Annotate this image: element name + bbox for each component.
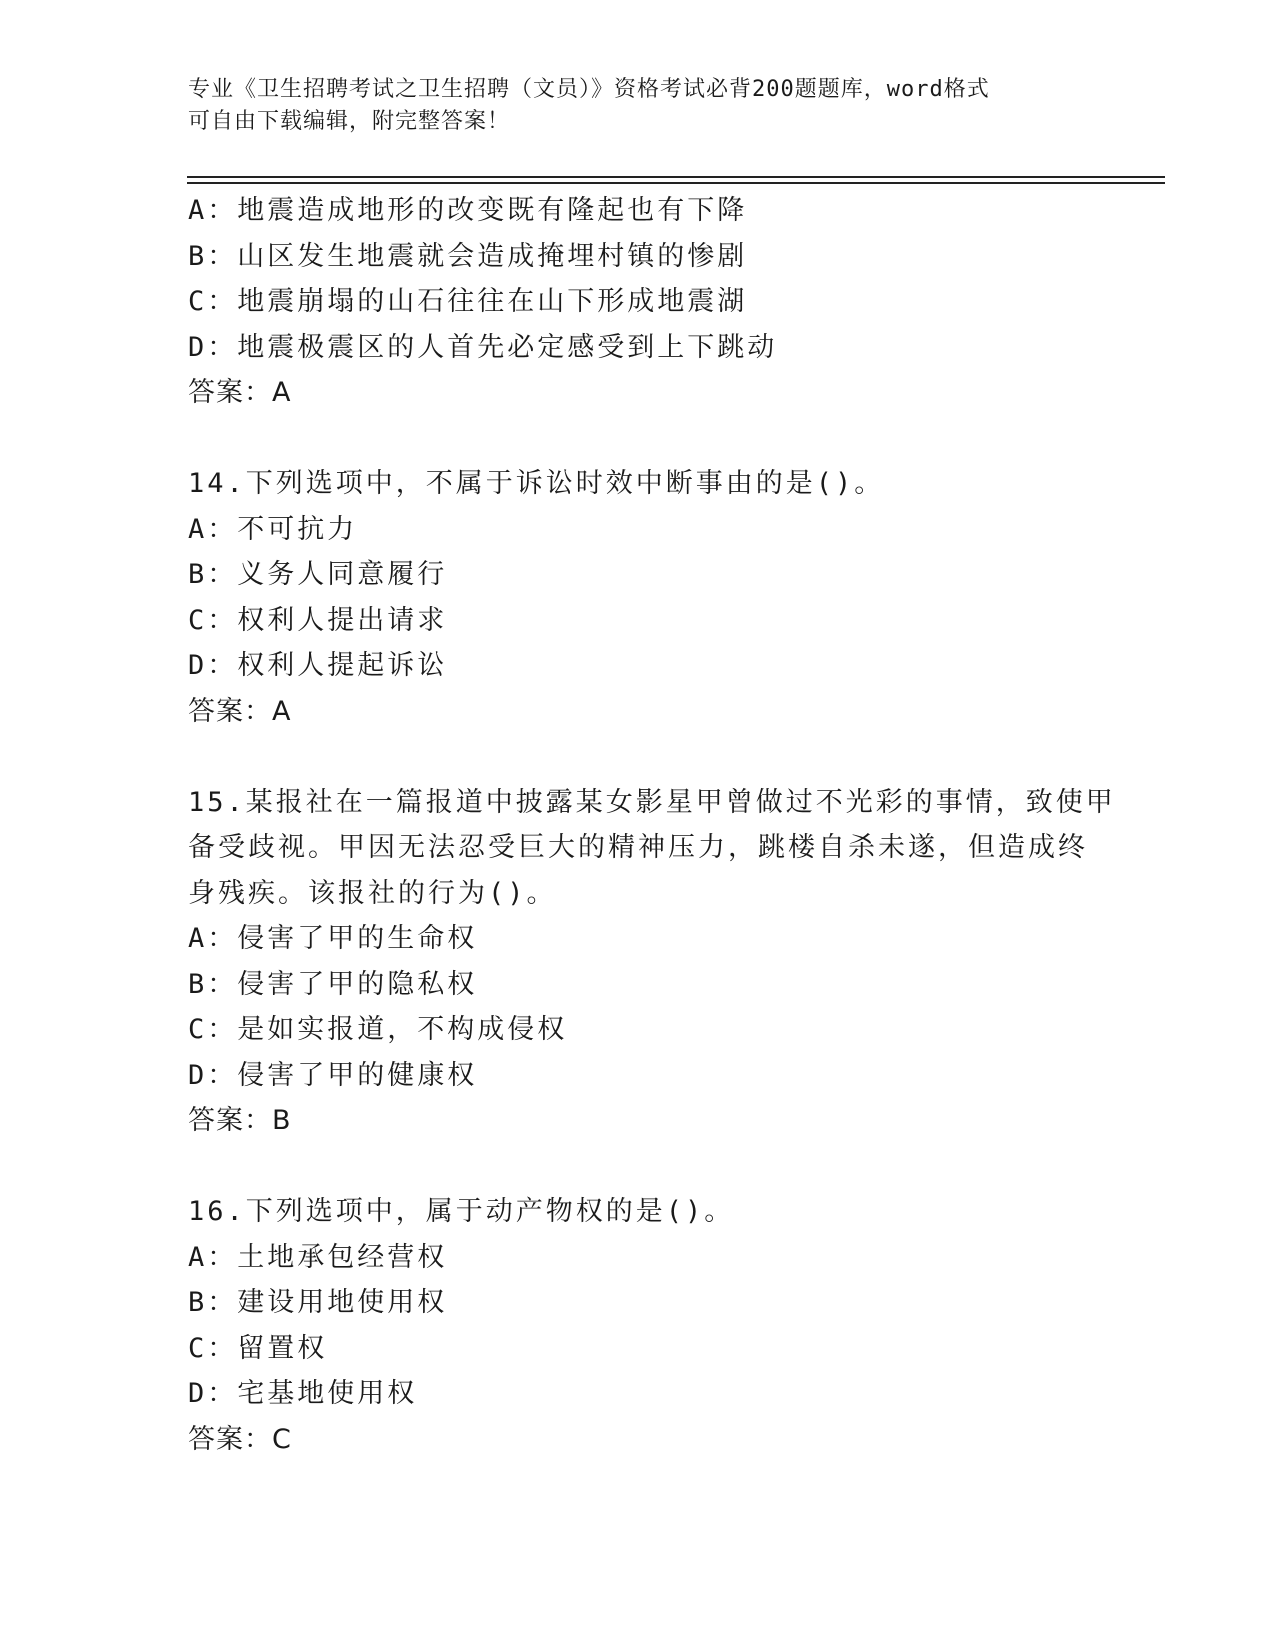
question-13 xyxy=(188,188,1088,416)
question-stem: 16.下列选项中，属于动产物权的是()。 xyxy=(188,1196,735,1227)
option-c: C：是如实报道，不构成侵权 xyxy=(188,1014,568,1045)
spacer xyxy=(188,1144,1088,1190)
question-16 xyxy=(188,1189,1088,1462)
answer: 答案：B xyxy=(188,1105,292,1136)
option-d: D：侵害了甲的健康权 xyxy=(188,1059,478,1091)
question-15 xyxy=(188,780,1116,1144)
option-a: A：侵害了甲的生命权 xyxy=(188,923,478,954)
option-b: B：侵害了甲的隐私权 xyxy=(188,968,478,1000)
option-c: C：地震崩塌的山石往往在山下形成地震湖 xyxy=(188,286,748,317)
option-d: D：地震极震区的人首先必定感受到上下跳动 xyxy=(188,331,778,363)
header-divider-bottom xyxy=(187,182,1165,184)
question-14 xyxy=(188,461,1088,734)
question-stem-line-2: 备受歧视。甲因无法忍受巨大的精神压力，跳楼自杀未遂，但造成终 xyxy=(188,832,1088,863)
option-b: B：建设用地使用权 xyxy=(188,1287,448,1318)
spacer xyxy=(188,734,1088,780)
question-list xyxy=(188,188,1116,1462)
option-c: C：留置权 xyxy=(188,1332,328,1364)
option-b: B：义务人同意履行 xyxy=(188,559,448,590)
header-divider-top xyxy=(187,176,1165,178)
question-stem-line-1: 15.某报社在一篇报道中披露某女影星甲曾做过不光彩的事情，致使甲 xyxy=(188,786,1116,818)
spacer xyxy=(188,416,1088,462)
option-d: D：宅基地使用权 xyxy=(188,1378,418,1409)
option-a: A：土地承包经营权 xyxy=(188,1241,448,1273)
header-title-line-1: 专业《卫生招聘考试之卫生招聘（文员）》资格考试必背200题题库，word格式 xyxy=(188,77,990,102)
question-stem: 14.下列选项中，不属于诉讼时效中断事由的是()。 xyxy=(188,468,885,499)
question-stem-line-3: 身残疾。该报社的行为()。 xyxy=(188,877,557,909)
option-a: A：地震造成地形的改变既有隆起也有下降 xyxy=(188,195,748,226)
option-d: D：权利人提起诉讼 xyxy=(188,650,448,681)
answer: 答案：A xyxy=(188,695,292,727)
header-title-line-2: 可自由下载编辑，附完整答案！ xyxy=(188,109,511,134)
document-header xyxy=(188,74,1088,138)
option-c: C：权利人提出请求 xyxy=(188,604,448,636)
answer: 答案：C xyxy=(188,1423,292,1455)
answer: 答案：A xyxy=(188,377,292,408)
option-b: B：山区发生地震就会造成掩埋村镇的惨剧 xyxy=(188,240,748,272)
option-a: A：不可抗力 xyxy=(188,513,358,545)
